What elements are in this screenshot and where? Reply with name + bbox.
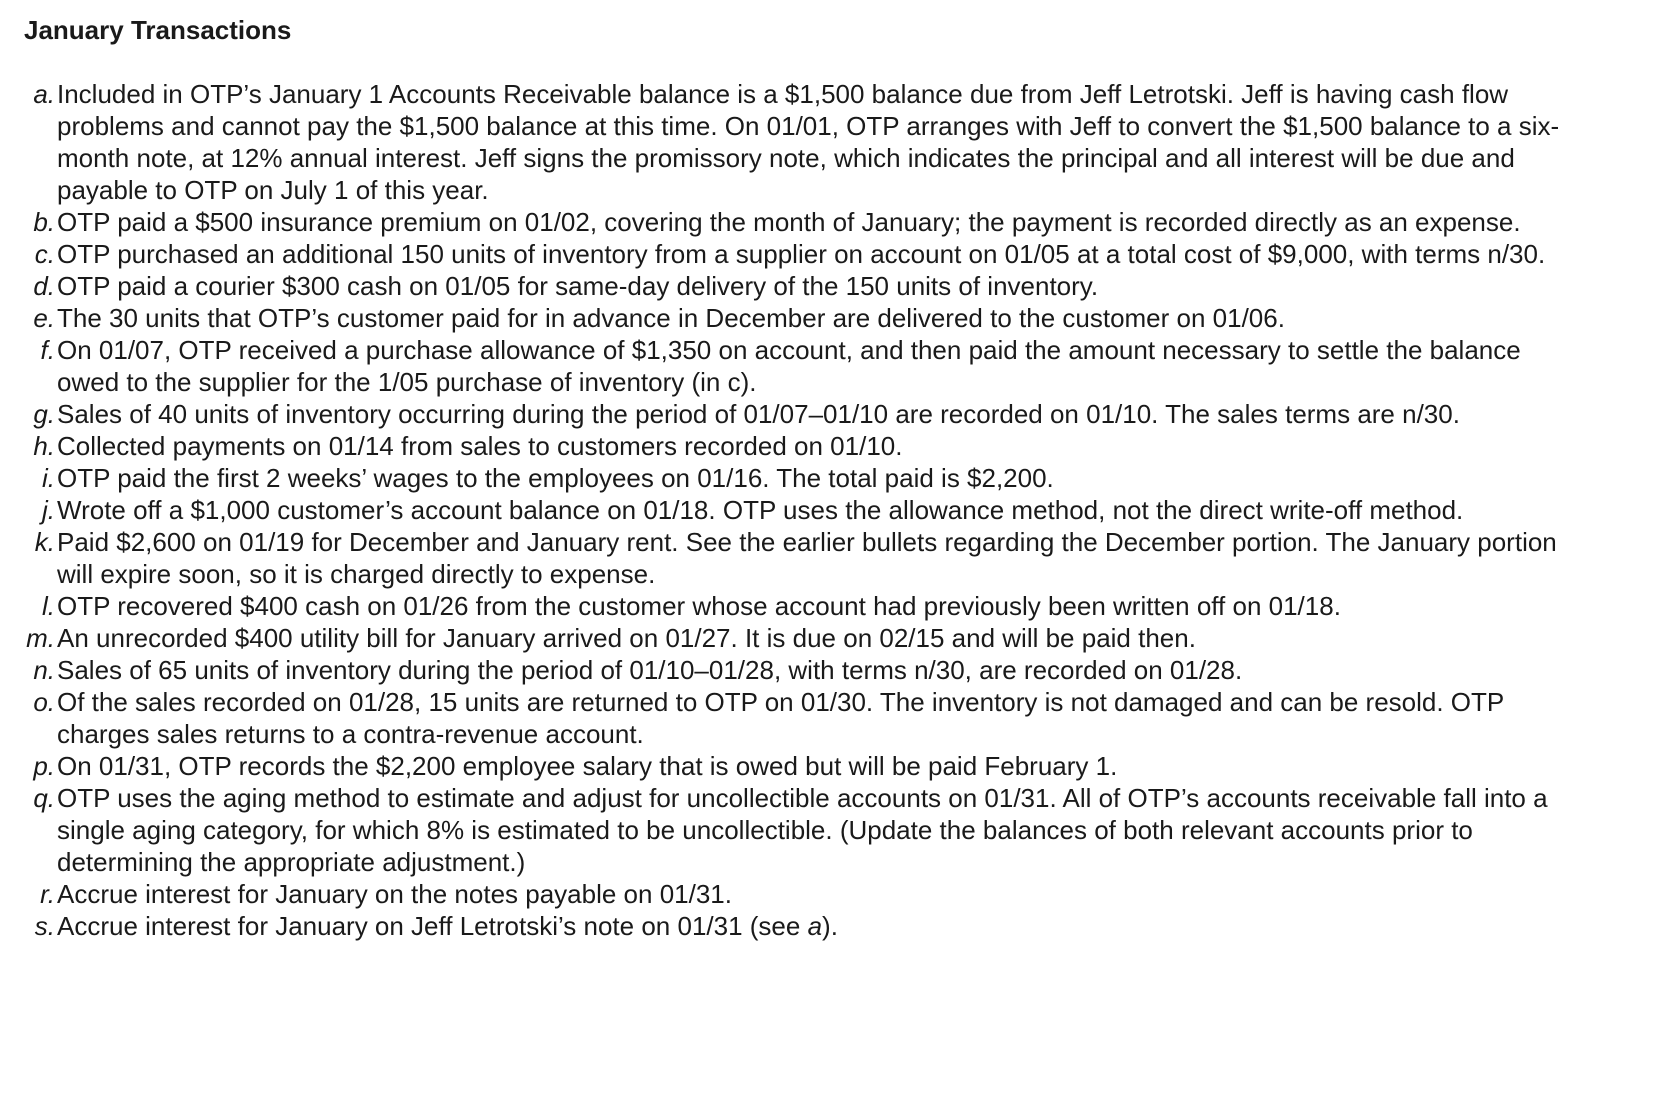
item-letter: i.: [42, 463, 55, 493]
item-letter: l.: [42, 591, 55, 621]
transaction-item: [0, 494, 1567, 526]
page-title: January Transactions: [24, 15, 292, 45]
transaction-item: [0, 78, 1567, 206]
item-text: Wrote off a $1,000 customer’s account balance on 01/18. OTP uses the allowance method, not the direct write-off method.: [57, 495, 1464, 525]
item-text: On 01/31, OTP records the $2,200 employee salary that is owed but will be paid February 1.: [57, 751, 1118, 781]
item-text: OTP recovered $400 cash on 01/26 from the customer whose account had previously been written off on 01/18.: [57, 591, 1341, 621]
item-letter: g.: [33, 399, 55, 429]
item-letter: c.: [34, 239, 55, 269]
item-text: Accrue interest for January on Jeff Letrotski’s note on 01/31 (see: [57, 911, 808, 941]
item-text: OTP uses the aging method to estimate and adjust for uncollectible accounts on 01/31. All of OTP’s accounts receivable fall into a single aging category, for which 8% is estimated to be uncollectible. (Update the balances of both relevant accounts prior to determining the appropriate adjustment.): [57, 783, 1548, 877]
item-letter: e.: [33, 303, 55, 333]
item-text: OTP paid the first 2 weeks’ wages to the employees on 01/16. The total paid is $2,200.: [57, 463, 1054, 493]
item-letter: j.: [42, 495, 55, 525]
item-text: On 01/07, OTP received a purchase allowance of $1,350 on account, and then paid the amount necessary to settle the balance owed to the supplier for the 1/05 purchase of inventory (in c).: [57, 335, 1521, 397]
transaction-item: [0, 622, 1567, 654]
transaction-item: [0, 462, 1567, 494]
item-text: Sales of 65 units of inventory during the period of 01/10–01/28, with terms n/30, are recorded on 01/28.: [57, 655, 1243, 685]
item-text: Accrue interest for January on the notes payable on 01/31.: [57, 879, 732, 909]
item-letter: a.: [33, 79, 55, 109]
transaction-item: [0, 878, 1567, 910]
item-reference: a: [807, 911, 823, 941]
transaction-item: [0, 590, 1567, 622]
transaction-item: [0, 654, 1567, 686]
transaction-item: [0, 430, 1567, 462]
item-letter: q.: [33, 783, 55, 813]
item-text: The 30 units that OTP’s customer paid for in advance in December are delivered to the customer on 01/06.: [57, 303, 1285, 333]
transaction-item: [0, 526, 1567, 590]
transaction-item: [0, 910, 1567, 942]
transaction-item: [0, 302, 1567, 334]
item-text: Collected payments on 01/14 from sales to customers recorded on 01/10.: [57, 431, 903, 461]
item-text: OTP paid a courier $300 cash on 01/05 for same-day delivery of the 150 units of inventory.: [57, 271, 1099, 301]
transaction-item: [0, 686, 1567, 750]
item-text: Included in OTP’s January 1 Accounts Receivable balance is a $1,500 balance due from Jeff Letrotski. Jeff is having cash flow problems and cannot pay the $1,500 balance at this time. On 01/01, OTP arranges with Jeff to convert the $1,500 balance to a six-month note, at 12% annual interest. Jeff signs the promissory note, which indicates the principal and all interest will be due and payable to OTP on July 1 of this year.: [57, 79, 1560, 205]
item-letter: n.: [33, 655, 55, 685]
item-letter: p.: [33, 751, 55, 781]
item-letter: o.: [33, 687, 55, 717]
item-letter: r.: [40, 879, 55, 909]
item-text: Paid $2,600 on 01/19 for December and January rent. See the earlier bullets regarding the December portion. The January portion will expire soon, so it is charged directly to expense.: [57, 527, 1557, 589]
item-letter: s.: [34, 911, 55, 941]
item-letter: d.: [33, 271, 55, 301]
transaction-item: [0, 750, 1567, 782]
item-text-end: ).: [822, 911, 838, 941]
item-letter: h.: [33, 431, 55, 461]
transaction-item: [0, 398, 1567, 430]
item-text: OTP paid a $500 insurance premium on 01/02, covering the month of January; the payment is recorded directly as an expense.: [57, 207, 1521, 237]
item-text: Sales of 40 units of inventory occurring during the period of 01/07–01/10 are recorded on 01/10. The sales terms are n/30.: [57, 399, 1460, 429]
item-text: OTP purchased an additional 150 units of inventory from a supplier on account on 01/05 at a total cost of $9,000, with terms n/30.: [57, 239, 1546, 269]
transaction-item: [0, 782, 1567, 878]
transaction-item: [0, 334, 1567, 398]
item-text: An unrecorded $400 utility bill for January arrived on 01/27. It is due on 02/15 and will be paid then.: [57, 623, 1196, 653]
item-letter: b.: [33, 207, 55, 237]
item-text: Of the sales recorded on 01/28, 15 units are returned to OTP on 01/30. The inventory is not damaged and can be resold. OTP charges sales returns to a contra-revenue account.: [57, 687, 1504, 749]
item-letter: f.: [40, 335, 55, 365]
transaction-list: [0, 78, 1672, 942]
transaction-item: [0, 270, 1567, 302]
transaction-item: [0, 206, 1567, 238]
item-letter: k.: [34, 527, 55, 557]
item-letter: m.: [26, 623, 55, 653]
transaction-item: [0, 238, 1567, 270]
